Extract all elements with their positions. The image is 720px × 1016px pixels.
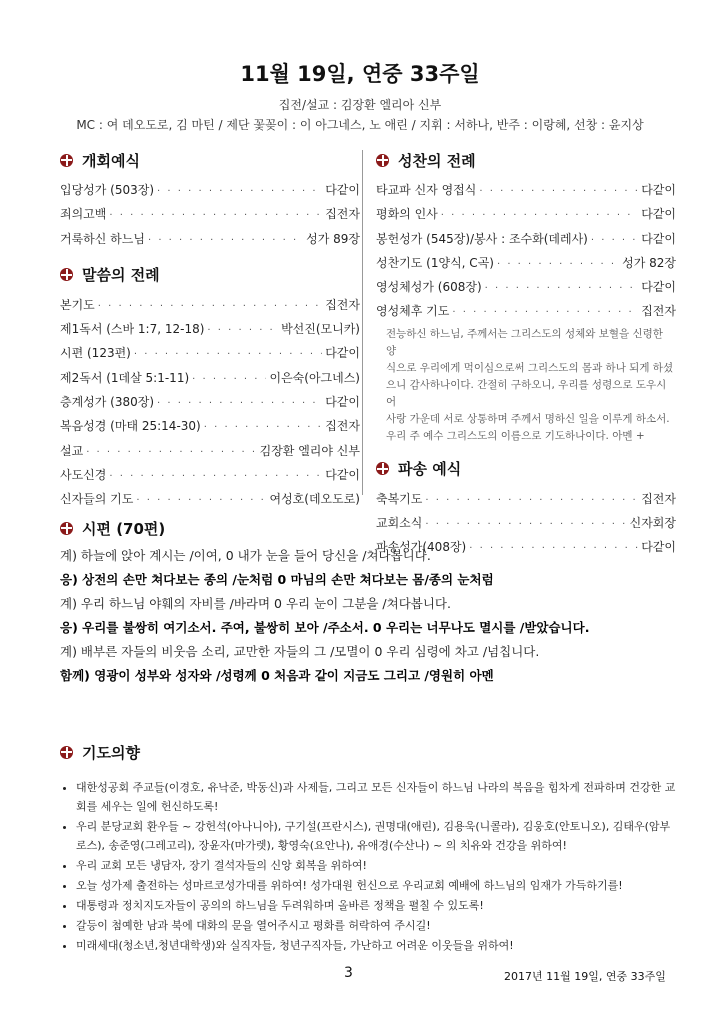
row-value: 이은숙(아그네스)	[269, 370, 360, 385]
row-value: 성가 89장	[306, 231, 360, 246]
leader-dots	[425, 489, 638, 513]
row-value: 여성호(데오도로)	[269, 492, 360, 507]
order-row	[376, 251, 676, 275]
section-opening	[60, 150, 360, 170]
order-row	[60, 463, 360, 487]
section-title: 시편 (70편)	[82, 519, 166, 538]
section-title: 개회예식	[82, 151, 140, 170]
row-value: 다같이	[641, 280, 676, 295]
intentions-list	[60, 778, 680, 955]
row-value: 다같이	[641, 207, 676, 222]
row-value: 다같이	[325, 346, 360, 361]
row-label: 입당성가 (503장)	[60, 183, 155, 197]
order-row	[60, 202, 360, 226]
leader-dots	[591, 229, 638, 253]
section-eucharist	[376, 150, 676, 170]
section-title: 파송 예식	[398, 460, 462, 479]
row-label: 본기도	[60, 297, 95, 312]
psalm-line: 계) 배부른 자들의 비웃음 소리, 교만한 자들의 그 /모멸이 0 우리 심령에 차고 /넘칩니다.	[60, 644, 540, 659]
list-item: • 우리 분당교회 환우들 ~ 강헌석(아나니아), 구기설(프란시스), 권명대(애린), 김용욱(니콜라), 김웅호(안토니오), 김태우(암부로스), 송준영(그레고리), 장윤자(마가렛), 황영숙(요안나), 유애경(수산나) ~ 의 치유와 건강을 위하여!	[76, 817, 680, 855]
row-value: 다같이	[325, 183, 360, 197]
row-value: 김장환 엘리야 신부	[259, 443, 360, 458]
leader-dots	[98, 295, 322, 319]
row-label: 설교	[60, 443, 84, 458]
leader-dots	[109, 465, 322, 489]
psalm-line: 계) 하늘에 앉아 계시는 /이여, 0 내가 눈을 들어 당신을 /쳐다봅니다.	[60, 548, 431, 563]
row-label: 평화의 인사	[376, 207, 438, 222]
row-value: 다같이	[325, 467, 360, 482]
leader-dots	[148, 229, 303, 253]
post-communion-prayer	[376, 326, 676, 445]
psalm-line: 응) 상전의 손만 쳐다보는 종의 /눈처럼 0 마님의 손만 쳐다보는 몸/종의 눈처럼	[60, 572, 494, 587]
order-row	[60, 293, 360, 317]
row-label: 시편 (123편)	[60, 346, 131, 361]
order-row	[60, 487, 360, 511]
row-label: 영성체후 기도	[376, 304, 450, 319]
psalm-line: 계) 우리 하느님 야훼의 자비를 /바라며 0 우리 눈이 그분을 /쳐다봅니다.	[60, 596, 451, 611]
leader-dots	[86, 441, 256, 465]
intentions-section	[60, 742, 680, 956]
prayer-line: 우리 주 예수 그리스도의 이름으로 기도하나이다. 아멘 +	[386, 429, 645, 442]
order-row	[376, 299, 676, 323]
leader-dots	[157, 180, 322, 204]
leader-dots	[207, 319, 278, 343]
order-row	[60, 414, 360, 438]
leader-dots	[452, 301, 638, 325]
row-value: 다같이	[325, 395, 360, 410]
row-label: 층계성가 (380장)	[60, 395, 155, 410]
order-row	[376, 275, 676, 299]
page-title: 11월 19일, 연중 33주일	[240, 62, 480, 86]
section-dismissal	[376, 459, 676, 479]
row-label: 영성체성가 (608장)	[376, 280, 482, 295]
order-row	[376, 487, 676, 511]
order-row	[60, 317, 360, 341]
column-divider	[362, 150, 363, 495]
row-value: 집전자	[325, 419, 360, 434]
order-row	[60, 439, 360, 463]
prayer-line: 사랑 가운데 서로 상통하며 주께서 명하신 일을 이루게 하소서.	[386, 412, 670, 425]
row-label: 교회소식	[376, 516, 423, 531]
list-item: • 대한성공회 주교들(이경호, 유낙준, 박동신)과 사제들, 그리고 모든 신자들이 하느님 나라의 복음을 힘차게 전파하며 건강한 교회를 세우는 일에 헌신하도록!	[76, 778, 680, 816]
list-item: • 갈등이 첨예한 남과 북에 대화의 문을 열어주시고 평화를 허락하여 주시길!	[76, 916, 680, 935]
row-label: 제1독서 (스바 1:7, 12-18)	[60, 322, 205, 337]
leader-dots	[157, 392, 322, 416]
footer-date: 2017년 11월 19일, 연중 33주일	[504, 970, 666, 983]
section-word	[60, 265, 360, 285]
row-value: 집전자	[641, 491, 676, 506]
row-label: 성찬기도 (1양식, C곡)	[376, 255, 494, 270]
prayer-line: 식으로 우리에게 먹이심으로써 그리스도의 몸과 하나 되게 하셨	[386, 361, 674, 374]
list-item: • 대통령과 정치지도자들이 공의의 하느님을 두려워하며 올바른 정책을 펼칠 수 있도록!	[76, 896, 680, 915]
leader-dots	[136, 489, 266, 513]
order-row	[60, 390, 360, 414]
list-item: • 우리 교회 모든 냉담자, 장기 결석자들의 신앙 회복을 위하여!	[76, 856, 680, 875]
prayer-line: 전능하신 하느님, 주께서는 그리스도의 성체와 보혈을 신령한 양	[386, 327, 663, 357]
leader-dots	[192, 368, 266, 392]
ministers-line: MC : 여 데오도로, 김 마틴 / 제단 꽃꽂이 : 이 아그네스, 노 애린 / 지휘 : 서하나, 반주 : 이랑혜, 선창 : 윤지상	[76, 118, 644, 132]
row-value: 집전자	[325, 207, 360, 222]
leader-dots	[134, 343, 322, 367]
leader-dots	[497, 253, 619, 277]
intentions-heading	[60, 742, 680, 762]
order-row	[376, 178, 676, 202]
leader-dots	[109, 204, 322, 228]
leader-dots	[479, 180, 638, 204]
row-label: 파송성가(408장)	[376, 540, 467, 555]
row-label: 복음성경 (마태 25:14-30)	[60, 419, 201, 434]
page-number: 3	[344, 965, 353, 981]
row-label: 신자들의 기도	[60, 492, 134, 507]
cross-icon	[60, 522, 73, 535]
row-value: 다같이	[641, 183, 676, 197]
cross-icon	[60, 154, 73, 167]
section-title: 말씀의 전례	[82, 266, 160, 285]
row-label: 거룩하신 하느님	[60, 231, 145, 246]
row-value: 다같이	[641, 540, 676, 555]
row-value: 집전자	[641, 304, 676, 319]
right-column	[376, 150, 676, 560]
cross-icon	[60, 746, 73, 759]
leader-dots	[485, 277, 639, 301]
order-row	[60, 227, 360, 251]
row-value: 박선진(모니카)	[281, 322, 360, 337]
leader-dots	[441, 204, 638, 228]
psalm-line: 응) 우리를 불쌍히 여기소서. 주여, 불쌍히 보아 /주소서. 0 우리는 너무나도 멸시를 /받았습니다.	[60, 620, 590, 635]
row-label: 봉헌성가 (545장)/봉사 : 조수화(데레사)	[376, 231, 588, 246]
psalm-section	[60, 518, 680, 688]
row-label: 죄의고백	[60, 207, 107, 222]
prayer-line: 으니 감사하나이다. 간절히 구하오니, 우리를 성령으로 도우시어	[386, 378, 667, 408]
order-row	[60, 178, 360, 202]
leader-dots	[204, 416, 322, 440]
cross-icon	[376, 154, 389, 167]
order-row	[376, 227, 676, 251]
row-value: 성가 82장	[622, 255, 676, 270]
row-value: 신자회장	[629, 516, 676, 531]
celebrant-line: 집전/설교 : 김장환 엘리아 신부	[278, 98, 442, 112]
list-item: • 오늘 성가제 출전하는 성마르코성가대를 위하여! 성가대원 헌신으로 우리교회 예배에 하느님의 임재가 가득하기를!	[76, 876, 680, 895]
row-label: 사도신경	[60, 467, 107, 482]
row-label: 제2독서 (1데살 5:1-11)	[60, 370, 190, 385]
psalm-line: 함께) 영광이 성부와 성자와 /성령께 0 처음과 같이 지금도 그리고 /영원히 아멘	[60, 668, 494, 683]
list-item: • 미래세대(청소년,청년대학생)와 실직자들, 청년구직자들, 가난하고 어려운 이웃들을 위하여!	[76, 936, 680, 955]
row-value: 다같이	[641, 231, 676, 246]
section-title: 기도의향	[82, 743, 140, 762]
row-label: 타교파 신자 영접식	[376, 183, 477, 197]
cross-icon	[376, 462, 389, 475]
left-column	[60, 150, 360, 512]
psalm-heading	[60, 518, 680, 538]
order-row	[60, 341, 360, 365]
order-row	[376, 202, 676, 226]
row-value: 집전자	[325, 297, 360, 312]
cross-icon	[60, 268, 73, 281]
row-label: 축복기도	[376, 491, 423, 506]
order-row	[60, 366, 360, 390]
section-title: 성찬의 전례	[398, 151, 476, 170]
